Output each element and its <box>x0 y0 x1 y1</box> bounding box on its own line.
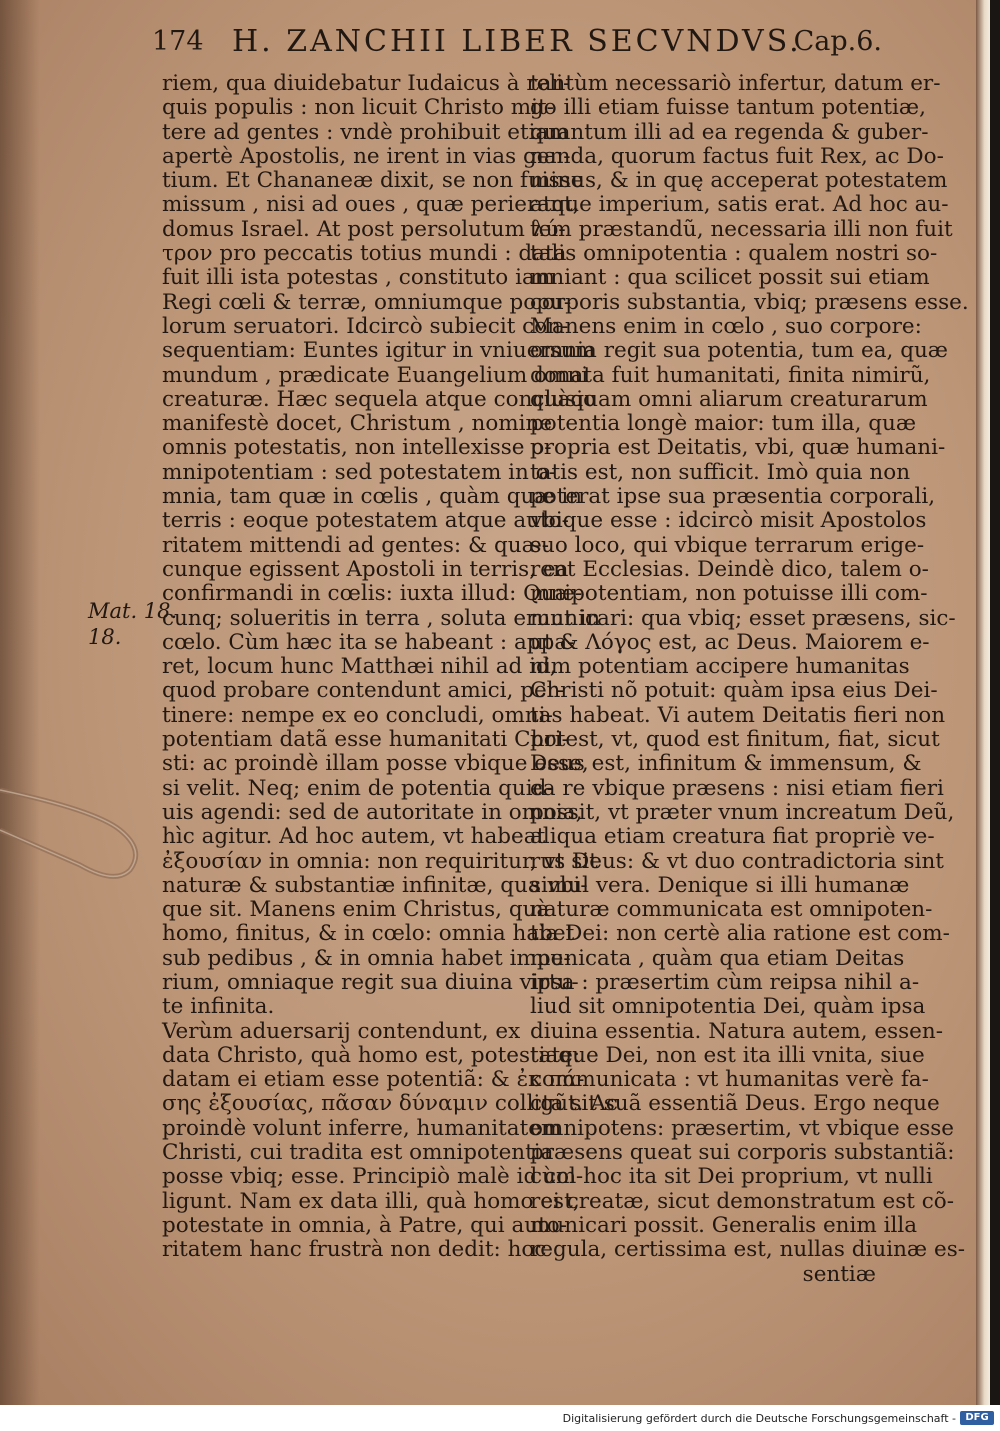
text-line: mnipotentiam : sed potestatem in o- <box>162 459 556 485</box>
text-line: ἐξουσίαν in omnia: non requiritur, vt sit <box>162 848 598 874</box>
text-line: nanda, quorum factus fuit Rex, ac Do- <box>530 143 944 169</box>
text-line: communicata : vt humanitas verè fa- <box>530 1067 929 1093</box>
text-line: creaturæ. Hæc sequela atque conclusio <box>162 386 597 412</box>
text-line: homo, finitus, & in cœlo: omnia habet <box>162 921 575 947</box>
text-line: suo loco, qui vbique terrarum erige- <box>530 532 925 558</box>
text-line: lorum seruatori. Idcircò subiecit con- <box>162 313 569 339</box>
running-header <box>152 22 882 72</box>
text-line: potentia longè maior: tum illa, quæ <box>530 411 917 437</box>
text-line: quàquam omni aliarum creaturarum <box>530 386 928 412</box>
text-line: sequentiam: Euntes igitur in vniuersum <box>162 338 596 364</box>
page-number: 174 <box>152 26 204 57</box>
text-line: potest, vt, quod est finitum, fiat, sicut <box>530 727 940 753</box>
running-title: H. ZANCHII LIBER SECVNDVS. <box>232 24 802 59</box>
text-line: Regi cœli & terræ, omniumque popu- <box>162 289 572 315</box>
text-line: fuit illi ista potestas , constituto iam <box>162 265 556 291</box>
page-edge <box>976 0 990 1405</box>
text-line: tinere: nempe ex eo concludi, omni- <box>162 702 553 728</box>
text-line: terris : eoque potestatem atque auto- <box>162 508 569 534</box>
text-line: cùm hoc ita sit Dei proprium, vt nulli <box>530 1164 933 1190</box>
right-column <box>530 71 969 1287</box>
text-line: regula, certissima est, nullas diuinæ es- <box>530 1237 965 1263</box>
text-line: posse vbiq; esse. Principiò malè id col- <box>162 1164 584 1190</box>
text-line: aliqua etiam creatura fiat propriè ve- <box>530 824 935 850</box>
text-line: quis populis : non licuit Christo mit- <box>162 95 554 121</box>
text-line: tere ad gentes : vndè prohibuit etiam <box>162 119 569 145</box>
text-line: potentiam datã esse humanitati Chri- <box>162 727 569 753</box>
text-line: naturæ communicata est omnipoten- <box>530 897 933 923</box>
text-line: mniant : qua scilicet possit sui etiam <box>530 265 930 291</box>
footer-text: Digitalisierung gefördert durch die Deutsche Forschungsgemeinschaft - <box>562 1412 956 1425</box>
text-line: donata fuit humanitati, finita nimirũ, <box>530 362 931 388</box>
text-line: domus Israel. At post persolutum λύ- <box>162 216 566 242</box>
text-line: propria est Deitatis, vbi, quæ humani- <box>530 435 946 461</box>
paperclip-icon <box>0 770 150 890</box>
text-line: tantùm necessariò infertur, datum er- <box>530 71 941 96</box>
text-line: te infinita. <box>162 994 275 1020</box>
text-line: cœlo. Cùm hæc ita se habeant : appa- <box>162 629 575 655</box>
text-line: ut & Λόγος est, ac Deus. Maiorem e- <box>530 629 930 655</box>
text-line: tia Dei: non certè alia ratione est com- <box>530 921 950 947</box>
dfg-logo: DFG <box>960 1411 994 1425</box>
text-line: uis agendi: sed de autoritate in omnia, <box>162 799 583 825</box>
margin-note-line: Mat. 18. <box>88 599 178 623</box>
text-line: rus Deus: & vt duo contradictoria sint <box>530 848 944 874</box>
text-line: apertè Apostolis, ne irent in vias gen- <box>162 143 571 169</box>
text-line: talis omnipotentia : qualem nostri so- <box>530 241 938 267</box>
text-line: ipsa : præsertim cùm reipsa nihil a- <box>530 969 920 995</box>
text-line: que sit. Manens enim Christus, quà <box>162 897 550 923</box>
text-line: liud sit omnipotentia Dei, quàm ipsa <box>530 994 926 1020</box>
text-line: Christi nõ potuit: quàm ipsa eius Dei- <box>530 678 938 704</box>
text-line: go illi etiam fuisse tantum potentiæ, <box>530 95 926 121</box>
text-line: tas habeat. Vi autem Deitatis fieri non <box>530 702 946 728</box>
text-line: datam ei etiam esse potentiã: & ἐκ πά- <box>162 1067 585 1093</box>
text-line: tem præstandũ, necessaria illi non fuit <box>530 216 953 242</box>
text-line: potestate in omnia, à Patre, qui auto- <box>162 1212 567 1238</box>
text-line: confirmandi in cœlis: iuxta illud: Quæ- <box>162 581 583 607</box>
text-line: Christi, cui tradita est omnipotentia <box>162 1140 554 1166</box>
text-line: mnipotentiam, non potuisse illi com- <box>530 581 928 607</box>
text-line: manifestè docet, Christum , nomine <box>162 411 553 437</box>
text-line: ritatem hanc frustrà non dedit: hoc <box>162 1237 547 1263</box>
text-line: data Christo, quà homo est, potestate: <box>162 1042 581 1068</box>
text-line: τρον pro peccatis totius mundi : data <box>162 241 567 267</box>
text-line: rent Ecclesias. Deindè dico, talem o- <box>530 556 929 582</box>
text-line: sentiæ <box>802 1261 876 1287</box>
text-line: municata , quàm qua etiam Deitas <box>530 945 905 971</box>
text-line: possit, vt præter vnum increatum Deũ, <box>530 799 955 825</box>
text-line: simul vera. Denique si illi humanæ <box>530 872 910 898</box>
text-line: Deus est, infinitum & immensum, & <box>530 751 922 777</box>
text-line: minus, & in quę acceperat potestatem <box>530 168 948 194</box>
text-line: tatis est, non sufficit. Imò quia non <box>530 459 911 485</box>
text-line: Verùm aduersarij contendunt, ex <box>162 1018 521 1044</box>
left-column <box>162 71 618 1263</box>
text-line: rium, omniaque regit sua diuina virtu- <box>162 969 579 995</box>
text-line: ligunt. Nam ex data illi, quà homo est, <box>162 1188 580 1214</box>
text-line: poterat ipse sua præsentia corporali, <box>530 484 936 510</box>
text-line: atque imperium, satis erat. Ad hoc au- <box>530 192 949 218</box>
text-line: ritatem mittendi ad gentes: & quæ- <box>162 532 550 558</box>
text-line: σης ἐξουσίας, πᾶσαν δύναμιν colligũt. Ac <box>162 1091 618 1117</box>
text-line: sub pedibus , & in omnia habet impe- <box>162 945 571 971</box>
text-line: quantum illi ad ea regenda & guber- <box>530 119 929 145</box>
text-line: hìc agitur. Ad hoc autem, vt habeat <box>162 824 546 850</box>
text-line: cta sit suã essentiã Deus. Ergo neque <box>530 1091 940 1117</box>
text-line: omnipotens: præsertim, vt vbique esse <box>530 1115 955 1141</box>
text-line: naturæ & substantiæ infinitæ, qua vbi- <box>162 872 588 898</box>
text-line: proindè volunt inferre, humanitatem <box>162 1115 562 1141</box>
digitization-footer <box>0 1405 1000 1431</box>
text-line: missum , nisi ad oues , quæ perierant, <box>162 192 580 218</box>
text-line: municari: qua vbiq; esset præsens, sic- <box>530 605 956 631</box>
text-line: riem, qua diuidebatur Iudaicus à reli- <box>162 71 571 96</box>
text-line: mundum , prædicate Euangelium omni <box>162 362 589 388</box>
text-line: municari possit. Generalis enim illa <box>530 1212 918 1238</box>
text-line: nim potentiam accipere humanitas <box>530 654 910 680</box>
text-line: cunque egissent Apostoli in terris, ea <box>162 556 569 582</box>
text-line: vbique esse : idcircò misit Apostolos <box>530 508 927 534</box>
text-line: mnia, tam quæ in cœlis , quàm quæ in <box>162 484 583 510</box>
text-line: rei creatæ, sicut demonstratum est cõ- <box>530 1188 954 1214</box>
text-line: quod probare contendunt amici, per- <box>162 678 565 704</box>
chapter-label: Cap.6. <box>793 26 882 57</box>
gutter-shadow <box>0 0 40 1405</box>
text-line: sti: ac proindè illam posse vbique esse, <box>162 751 589 777</box>
text-line: tium. Et Chananeæ dixit, se non fuisse <box>162 168 584 194</box>
text-line: si velit. Neq; enim de potentia quid- <box>162 775 554 801</box>
text-line: omnis potestatis, non intellexisse o- <box>162 435 552 461</box>
margin-note-line: 18. <box>88 625 122 649</box>
text-line: ret, locum hunc Matthæi nihil ad id, <box>162 654 557 680</box>
text-line: omnia regit sua potentia, tum ea, quæ <box>530 338 949 364</box>
text-line: tiaque Dei, non est ita illi vnita, siue <box>530 1042 925 1068</box>
text-line: Manens enim in cœlo , suo corpore: <box>530 313 922 339</box>
text-line: cunq; solueritis in terra , soluta erunt in <box>162 605 601 631</box>
margin-note <box>88 598 178 650</box>
text-line: ea re vbique præsens : nisi etiam fieri <box>530 775 944 801</box>
text-line: corporis substantia, vbiq; præsens esse. <box>530 289 969 315</box>
text-line: præsens queat sui corporis substantiã: <box>530 1140 955 1166</box>
text-line: diuina essentia. Natura autem, essen- <box>530 1018 943 1044</box>
